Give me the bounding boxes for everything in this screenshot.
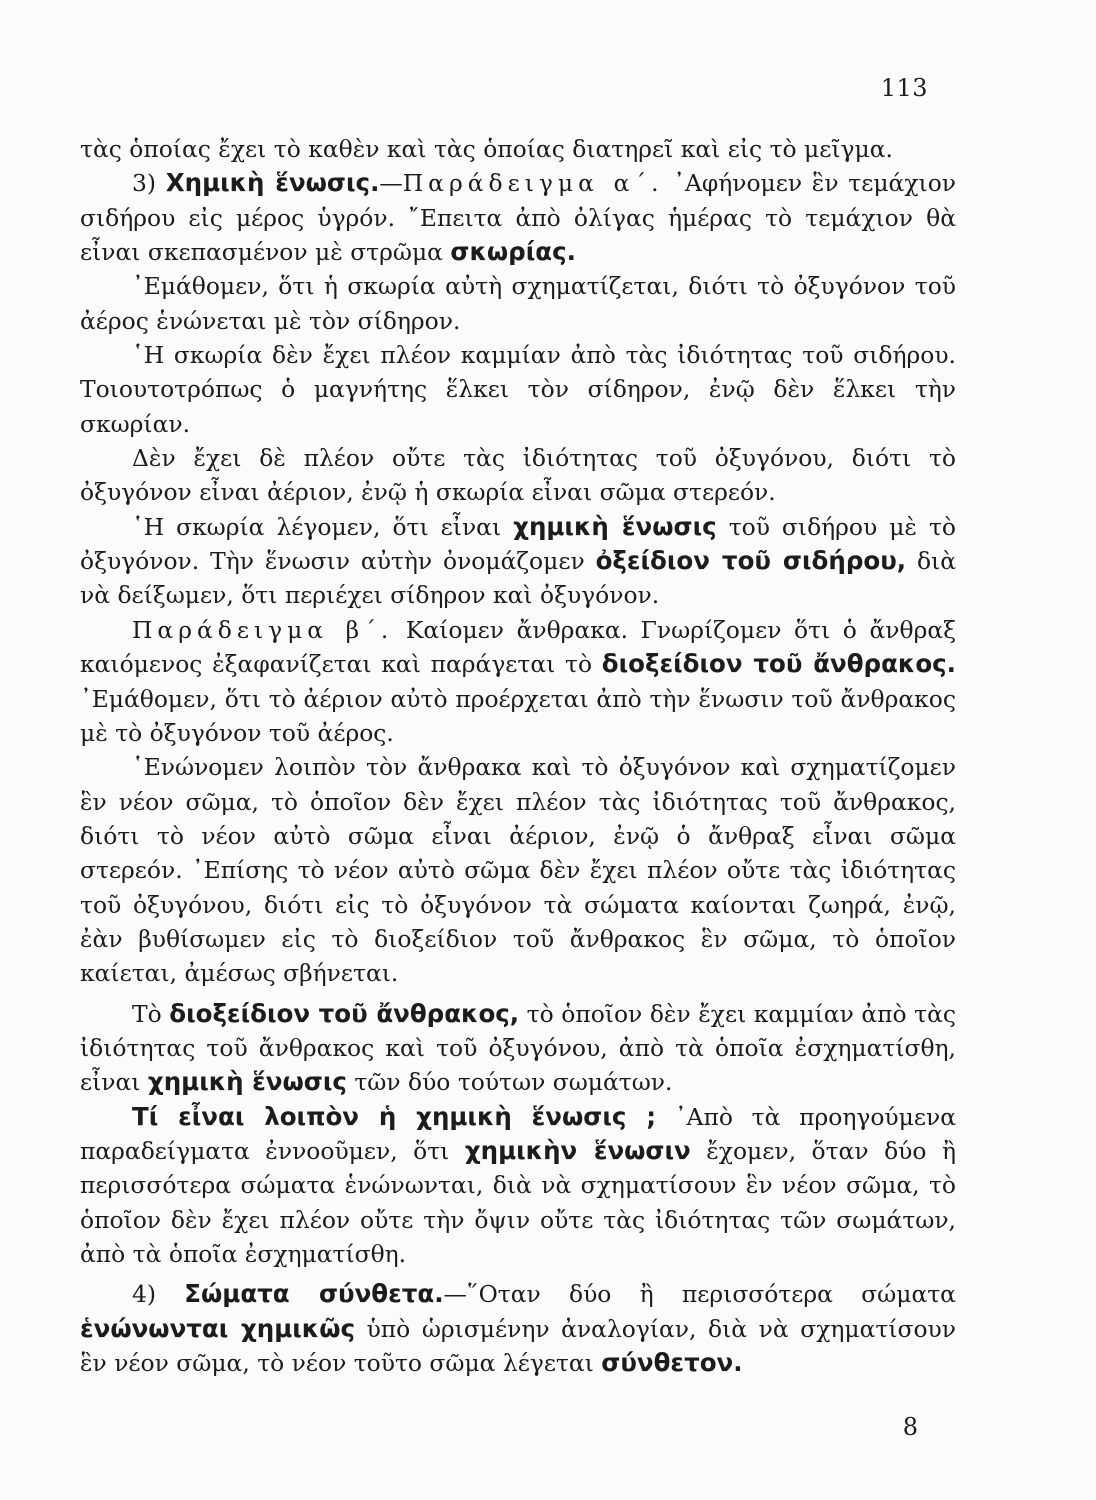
paragraph [80, 269, 956, 338]
paragraph [80, 750, 956, 990]
paragraph [80, 997, 956, 1100]
paragraph [80, 132, 956, 166]
signature-mark: 8 [902, 1413, 918, 1441]
spaced-heading: Παράδειγμα β΄. [132, 615, 394, 644]
text-run: ἔχομεν, ὅταν δύο ἢ περισσότερα σώματα ἑνώνωνται, διὰ νὰ σχηματίσουν ἓν νέον σῶμα, τὸ ὁποῖον δὲν ἔχει πλέον οὔτε τὴν ὄψιν οὔτε τὰς ἰδιότητας τῶν σωμάτων, ἀπὸ τὰ ὁποῖα ἐσχηματίσθη. [80, 1136, 956, 1268]
text-run: ὑπὸ ὡρισμένην ἀναλογίαν, διὰ νὰ σχηματίσουν ἓν νέον σῶμα, τὸ νέον τοῦτο σῶμα λέγεται [80, 1314, 956, 1378]
paragraph [80, 1277, 956, 1380]
text-run: τοῦ σιδήρου μὲ τὸ ὀξυγόνον. Τὴν ἕνωσιν αὐτὴν ὀνομάζομεν [80, 512, 957, 576]
bold-term: σκωρίας. [450, 237, 576, 267]
text-run: ᾿Εμάθομεν, ὅτι τὸ ἀέριον αὐτὸ προέρχεται ἀπὸ τὴν ἕνωσιν τοῦ ἄνθρακος μὲ τὸ ὀξυγόνον τοῦ ἀέρος. [80, 684, 956, 747]
text-run: ῾Ενώνομεν λοιπὸν τὸν ἄνθρακα καὶ τὸ ὀξυγόνον καὶ σχηματίζομεν ἓν νέον σῶμα, τὸ ὁποῖον δὲν ἔχει πλέον τὰς ἰδιότητας τοῦ ἄνθρακος, διότι τὸ νέον αὐτὸ σῶμα εἶναι ἀέριον, ἐνῷ ὁ ἄνθραξ εἶναι σῶμα στερεόν. ᾿Επίσης τὸ νέον αὐτὸ σῶμα δὲν ἔχει πλέον οὔτε τὰς ἰδιότητας τοῦ ὀξυγόνου, διότι εἰς τὸ ὀξυγόνον τὰ σώματα καίονται ζωηρά, ἐνῷ, ἐὰν βυθίσωμεν εἰς τὸ διοξείδιον τοῦ ἄνθρακος ἓν σῶμα, τὸ ὁποῖον καίεται, ἀμέσως σβήνεται. [80, 753, 956, 988]
text-run: Τὸ [132, 999, 170, 1028]
paragraph [80, 166, 956, 269]
bold-term: διοξείδιον τοῦ ἄνθρακος. [601, 649, 956, 679]
bold-term: χημικὴ ἕνωσις [513, 511, 717, 541]
text-run: ᾿Απὸ τὰ προηγούμενα παραδείγματα ἐννοοῦμεν, ὅτι [80, 1102, 956, 1165]
text-run: ῾Η σκωρία λέγομεν, ὅτι εἶναι [132, 512, 514, 541]
bold-term: διοξείδιον τοῦ ἄνθρακος, [169, 998, 520, 1028]
bold-term: σύνθετον. [601, 1348, 743, 1378]
text-run: διὰ νὰ δείξωμεν, ὅτι περιέχει σίδηρον καὶ ὀξυγόνον. [80, 547, 956, 610]
text-run: Καίομεν ἄνθρακα. Γνωρίζομεν ὅτι ὁ ἄνθραξ καιόμενος ἐξαφανίζεται καὶ παράγεται τὸ [80, 615, 956, 679]
page-number: 113 [880, 74, 928, 102]
text-run: τὰς ὁποίας ἔχει τὸ καθὲν καὶ τὰς ὁποίας διατηρεῖ καὶ εἰς τὸ μεῖγμα. [80, 135, 893, 163]
paragraph [80, 1100, 956, 1272]
paragraph [80, 510, 956, 613]
text-run: — [379, 169, 403, 198]
bold-term: Χημικὴ ἕνωσις. [165, 168, 380, 198]
text-run: τὸ ὁποῖον δὲν ἔχει καμμίαν ἀπὸ τὰς ἰδιότητας τοῦ ἄνθρακος καὶ τοῦ ὀξυγόνου, ἀπὸ τὰ ὁποῖα ἐσχηματίσθη, εἶναι [80, 999, 956, 1097]
bold-term: χημικὴν ἕνωσιν [464, 1135, 691, 1165]
bold-term: ὀξείδιον τοῦ σιδήρου, [595, 546, 907, 576]
paragraph [80, 338, 956, 441]
spaced-heading: Παράδειγμα α΄. [402, 169, 664, 198]
text-run: 3) [132, 169, 166, 198]
text-run: τῶν δύο τούτων σωμάτων. [346, 1068, 673, 1097]
text-run: 4) [132, 1280, 185, 1309]
body-text [80, 132, 956, 1380]
bold-term: Τί εἶναι λοιπὸν ἡ χημικὴ ἕνωσις ; [132, 1101, 657, 1131]
bold-term: ἑνώνωνται χημικῶς [80, 1313, 356, 1343]
paragraph [80, 441, 956, 510]
text-run: Δὲν ἔχει δὲ πλέον οὔτε τὰς ἰδιότητας τοῦ ὀξυγόνου, διότι τὸ ὀξυγόνον εἶναι ἀέριον, ἐνῷ ἡ σκωρία εἶναι σῶμα στερεόν. [80, 444, 956, 507]
text-run: ᾿Εμάθομεν, ὅτι ἡ σκωρία αὐτὴ σχηματίζεται, διότι τὸ ὀξυγόνον τοῦ ἀέρος ἑνώνεται μὲ τὸν σίδηρον. [80, 272, 956, 335]
bold-term: χημικὴ ἕνωσις [147, 1067, 347, 1097]
text-run: ᾿Αφήνομεν ἓν τεμάχιον σιδήρου εἰς μέρος ὑγρόν. ῎Επειτα ἀπὸ ὀλίγας ἡμέρας τὸ τεμάχιον θὰ εἶναι σκεπασμένον μὲ στρῶμα [80, 169, 956, 267]
bold-term: Σώματα σύνθετα. [184, 1279, 444, 1309]
paragraph [80, 613, 956, 750]
text-run: ῾Η σκωρία δὲν ἔχει πλέον καμμίαν ἀπὸ τὰς ἰδιότητας τοῦ σιδήρου. Τοιουτοτρόπως ὁ μαγνήτης ἕλκει τὸν σίδηρον, ἐνῷ δὲν ἕλκει τὴν σκωρίαν. [80, 341, 956, 438]
text-run: —῞Οταν δύο ἢ περισσότερα σώματα [443, 1280, 956, 1309]
